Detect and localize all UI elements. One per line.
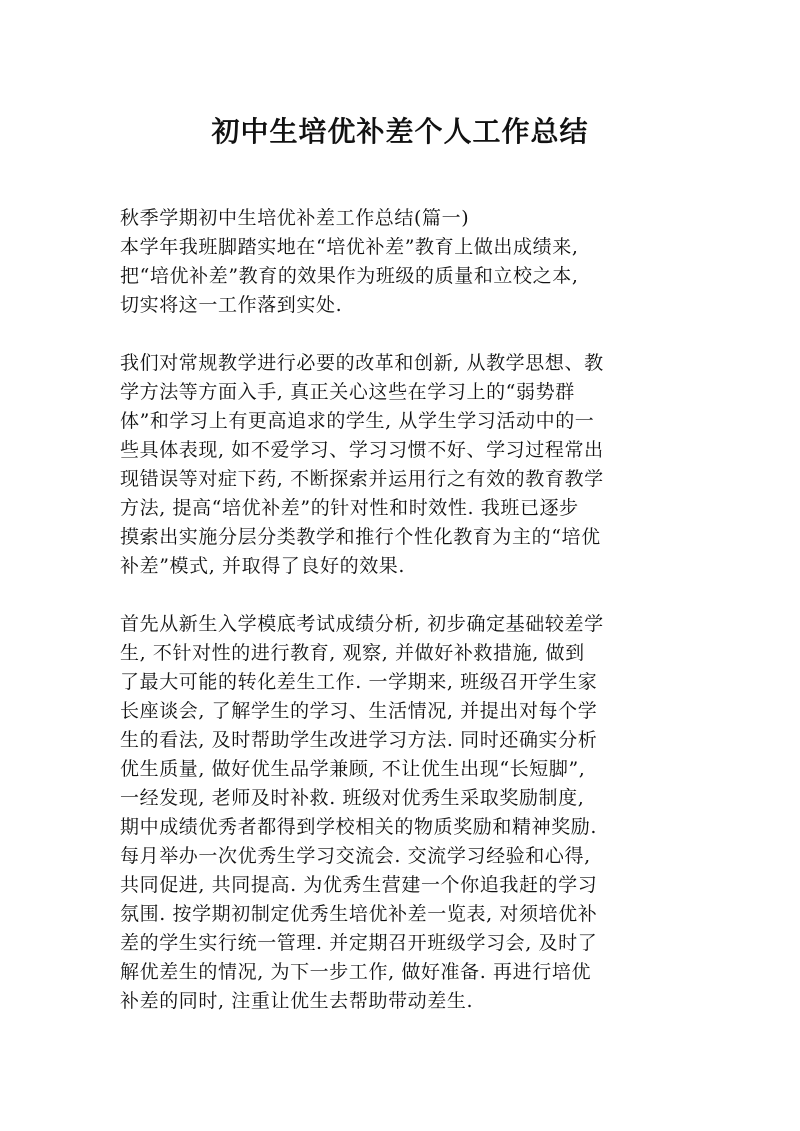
paragraph-2 <box>120 349 680 581</box>
paragraph-line: 首先从新生入学模底考试成绩分析, 初步确定基础较差学 <box>120 613 604 635</box>
document-body <box>120 204 680 1016</box>
paragraph-line: 每月举办一次优秀生学习交流会. 交流学习经验和心得, <box>120 845 591 867</box>
paragraph-line: 生, 不针对性的进行教育, 观察, 并做好补救措施, 做到 <box>120 642 585 664</box>
paragraph-line: 补差”模式, 并取得了良好的效果. <box>120 555 406 577</box>
paragraph-3 <box>120 610 680 1016</box>
paragraph-line: 氛围. 按学期初制定优秀生培优补差一览表, 对须培优补 <box>120 903 598 925</box>
paragraph-line: 体”和学习上有更高追求的学生, 从学生学习活动中的一 <box>120 410 595 432</box>
paragraph-spacer <box>120 581 680 610</box>
paragraph-line: 把“培优补差”教育的效果作为班级的质量和立校之本, <box>120 265 579 287</box>
paragraph-line: 一经发现, 老师及时补救. 班级对优秀生采取奖励制度, <box>120 787 585 809</box>
paragraph-line: 切实将这一工作落到实处. <box>120 294 343 316</box>
paragraph-line: 生的看法, 及时帮助学生改进学习方法. 同时还确实分析 <box>120 729 598 751</box>
paragraph-line: 我们对常规教学进行必要的改革和创新, 从教学思想、教 <box>120 352 604 374</box>
paragraph-spacer <box>120 320 680 349</box>
paragraph-line: 方法, 提高“培优补差”的针对性和时效性. 我班已逐步 <box>120 497 579 519</box>
paragraph-line: 共同促进, 共同提高. 为优秀生营建一个你追我赶的学习 <box>120 874 598 896</box>
section-subtitle: 秋季学期初中生培优补差工作总结(篇一) <box>120 207 470 229</box>
paragraph-line: 些具体表现, 如不爱学习、学习习惯不好、学习过程常出 <box>120 439 604 461</box>
paragraph-line: 差的学生实行统一管理. 并定期召开班级学习会, 及时了 <box>120 932 598 954</box>
paragraph-line: 解优差生的情况, 为下一步工作, 做好准备. 再进行培优 <box>120 961 592 983</box>
paragraph-line: 学方法等方面入手, 真正关心这些在学习上的“弱势群 <box>120 381 575 403</box>
paragraph-line: 本学年我班脚踏实地在“培优补差”教育上做出成绩来, <box>120 236 579 258</box>
paragraph-line: 摸索出实施分层分类教学和推行个性化教育为主的“培优 <box>120 526 601 548</box>
paragraph-line: 现错误等对症下药, 不断探索并运用行之有效的教育教学 <box>120 468 604 490</box>
paragraph-line: 期中成绩优秀者都得到学校相关的物质奖励和精神奖励. <box>120 816 598 838</box>
paragraph-line: 了最大可能的转化差生工作. 一学期来, 班级召开学生家 <box>120 671 598 693</box>
paragraph-line: 优生质量, 做好优生品学兼顾, 不让优生出现“长短脚”, <box>120 758 586 780</box>
document-title: 初中生培优补差个人工作总结 <box>211 115 589 148</box>
paragraph-line: 长座谈会, 了解学生的学习、生活情况, 并提出对每个学 <box>120 700 598 722</box>
paragraph-1 <box>120 233 680 320</box>
paragraph-line: 补差的同时, 注重让优生去帮助带动差生. <box>120 990 474 1012</box>
